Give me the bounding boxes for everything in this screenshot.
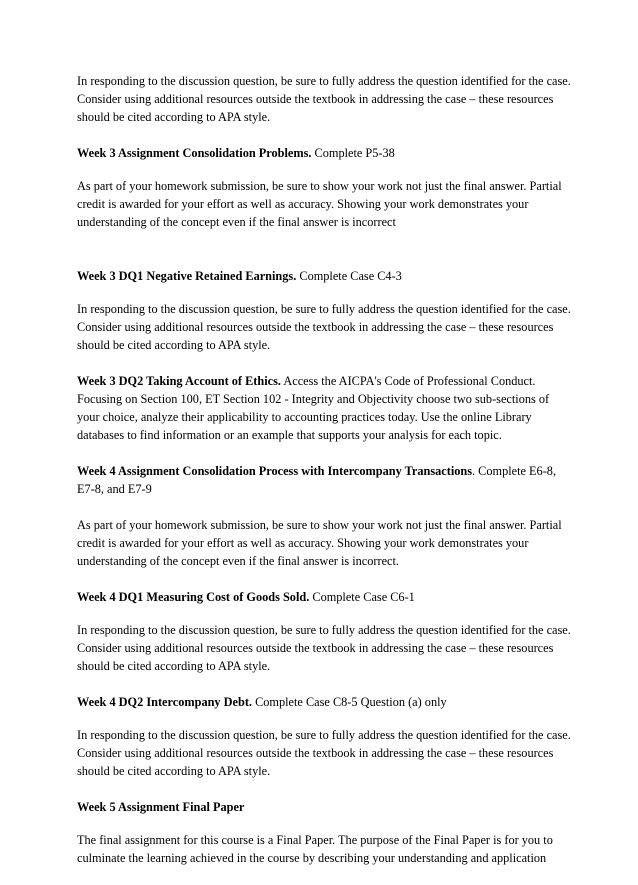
homework-instructions: As part of your homework submission, be sure to show your work not just the final answer. Partial credit is awarded for your effort as well as accuracy. Showing your work demonstrates your understanding of the concept even if the final answer is incorrect [77,179,562,229]
assignment-heading [77,588,573,606]
assignment-title: Week 3 Assignment Consolidation Problems. [77,146,312,160]
assignment-heading [77,267,573,285]
discussion-instructions: In responding to the discussion question, be sure to fully address the question identified for the case. Consider using additional resources outside the textbook in addressing the case – these resources should be cited according to APA style. [77,302,571,352]
assignment-detail: Complete Case C4-3 [296,269,402,283]
homework-instructions: As part of your homework submission, be sure to show your work not just the final answer. Partial credit is awarded for your effort as well as accuracy. Showing your work demonstrates your understanding of the concept even if the final answer is incorrect. [77,518,562,568]
assignment-detail: Complete Case C8-5 Question (a) only [252,695,447,709]
assignment-title: Week 3 DQ2 Taking Account of Ethics. [77,374,281,388]
assignment-detail: Complete P5-38 [311,146,395,160]
discussion-instructions: In responding to the discussion question, be sure to fully address the question identified for the case. Consider using additional resources outside the textbook in addressing the case – these resources should be cited according to APA style. [77,728,571,778]
assignment-title: Week 4 DQ1 Measuring Cost of Goods Sold. [77,590,310,604]
assignment-title: Week 4 Assignment Consolidation Process with Intercompany Transactions [77,464,473,478]
assignment-detail: . Complete E6-8, E7-8, and E7-9 [77,464,557,496]
assignment-heading [77,144,573,162]
assignment-title: Week 5 Assignment Final Paper [77,800,245,814]
assignment-title: Week 3 DQ1 Negative Retained Earnings. [77,269,297,283]
discussion-instructions: In responding to the discussion question, be sure to fully address the question identified for the case. Consider using additional resources outside the textbook in addressing the case – these resources should be cited according to APA style. [77,74,571,124]
assignment-title: Week 4 DQ2 Intercompany Debt. [77,695,252,709]
assignment-heading [77,693,573,711]
assignment-detail: Access the AICPA's Code of Professional Conduct. Focusing on Section 100, ET Section 102 - Integrity and Objectivity choose two sub-sections of your choice, analyze their applicability to accounting practices today. Use the online Library databases to find information or an example that supports your analysis for each topic. [77,374,550,442]
assignment-heading [77,798,573,816]
final-paper-description: The final assignment for this course is a Final Paper. The purpose of the Final Paper is for you to culminate the learning achieved in the course by describing your understanding and application [77,833,553,865]
assignment-heading [77,462,573,498]
assignment-heading [77,372,573,444]
assignment-detail: Complete Case C6-1 [309,590,415,604]
discussion-instructions: In responding to the discussion question, be sure to fully address the question identified for the case. Consider using additional resources outside the textbook in addressing the case – these resources should be cited according to APA style. [77,623,571,673]
document-body [77,72,573,885]
